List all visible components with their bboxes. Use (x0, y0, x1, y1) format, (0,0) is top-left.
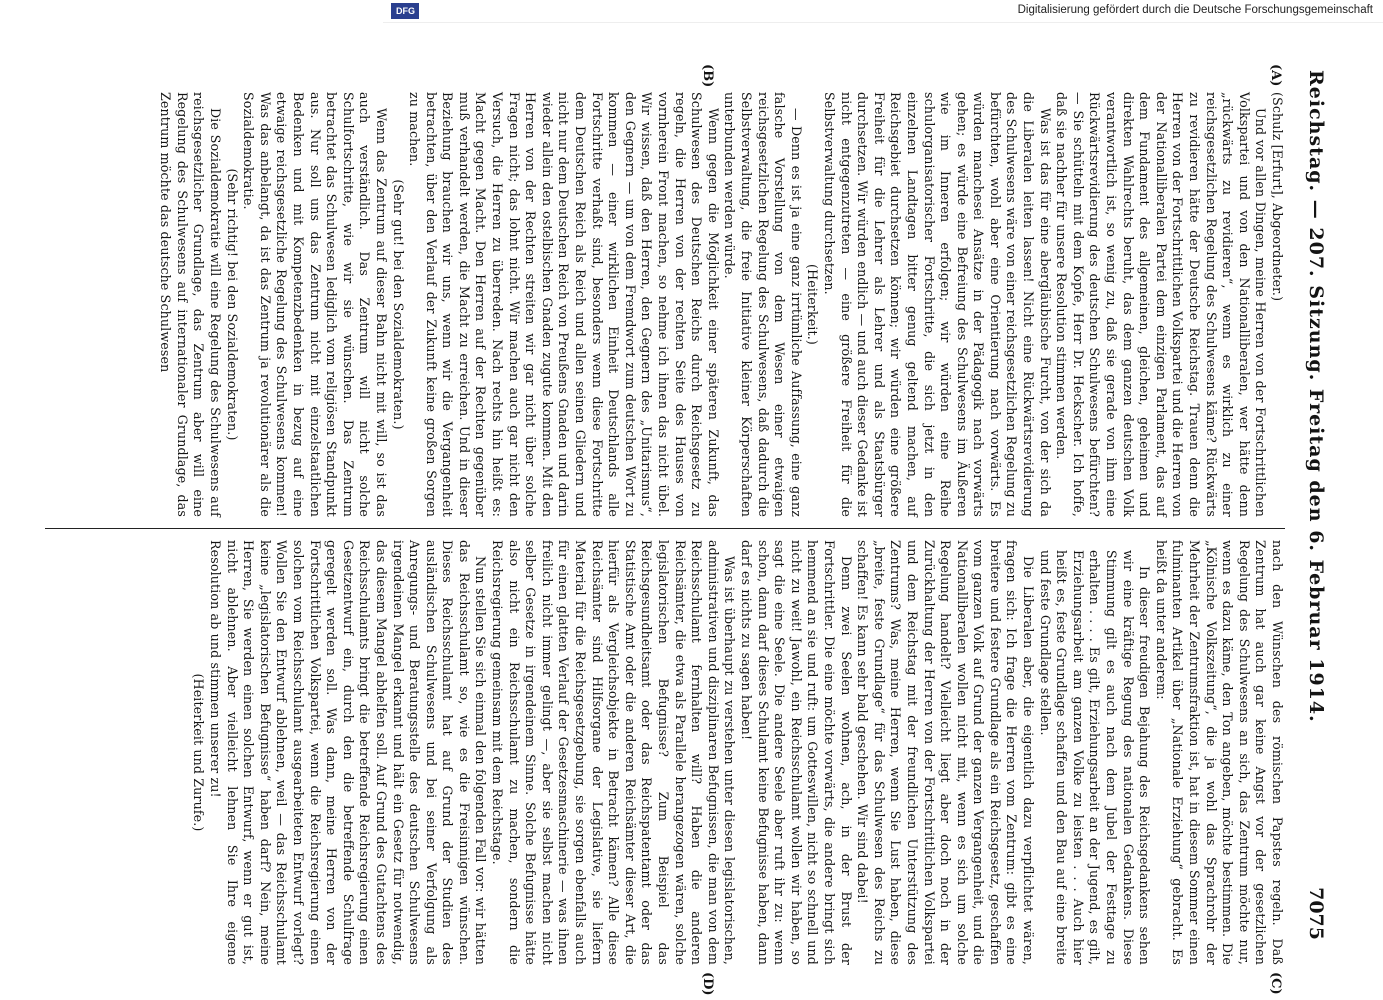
interjection: (Heiterkeit.) (805, 264, 821, 345)
margin-mark-b: (B) (700, 64, 715, 88)
margin-mark-a: (A) (1268, 64, 1283, 87)
page-number: 7075 (1305, 887, 1327, 940)
paragraph: Die Liberalen aber, die eigentlich dazu verpflichtet wären, fragen sich: Ich frage die Herren vom Zentrum: gibt es eine breitere und festere Grundlage als ein Reichsgesetz, geschaffen vom ganzen Volk auf Grund der ganzen Vergangenheit, und die Nationalliberalen wollen nicht mit, wenn es sich um solche Regelung handelt? Vielleicht liegt aber doch noch in der Zurückhaltung der Herren von der Fortschrittlichen Volkspartei und dem Reichstag mit der freundlichen Unterstützung des Zentrums? Was, meine Herren, wenn Sie Lust haben, diese „breite, feste Grundlage“ für das Schulwesen des Reichs zu schaffen! Es kann sehr bald geschehen. Wir sind dabei! (855, 540, 1037, 965)
paragraph: nach den Wünschen des römischen Papstes regeln. Daß Zentrum hat auch gar keine Angst vor der gesetzlichen Regelung des Schulwesens an sich, das Zentrum möchte nur, wenn es dazu käme, den Ton angeben, möchte bestimmen. Die „Kölnische Volkszeitung“, die ja wohl das Sprachrohr der Mehrheit der Zentrumsfraktion ist, hat in diesem Sommer einen fulminanten Artikel über „Nationale Erziehung“ gebracht. Es heißt da unter anderem: (1153, 540, 1285, 965)
margin-mark-d: (D) (700, 972, 715, 996)
page-header (1297, 60, 1337, 940)
paragraph: Wenn das Zentrum auf dieser Bahn nicht mit will, so ist das auch verständlich. Das Zentrum will nicht solche Schulfortschritte, wie wir sie wünschen. Das Zentrum betrachtet das Schulwesen lediglich vom religiösen Standpunkt aus. Nur soll uns das Zentrum nicht mit einzelstaatlichen Bedenken und mit Kompetenzbedenken in bezug auf eine etwaige reichsgesetzliche Regelung des Schulwesens kommen! Was das anbelangt, da ist das Zentrum ja revolutionärer als die Sozialdemokratie. (241, 92, 389, 517)
dfg-logo: DFG (391, 3, 419, 19)
quotation: In dieser freudigen Bejahung des Reichsgedankens sehen wir eine kräftige Regung des nationalen Gedankens. Diese Stimmung gilt es auch nach dem Jubel der Festtage zu erhalten . . . . Es gilt, Erziehungsarbeit an der Jugend, es gilt, Erziehungsarbeit am ganzen Volke zu leisten . . . Auch hier heißt es, feste Grundlage schaffen und den Bau auf eine breite und feste Grundlage stellen. (1037, 550, 1153, 965)
left-column (157, 92, 1285, 517)
paragraph: Was ist überhaupt zu verstehen unter diesen legislatorischen, administrativen und disziplinaren Befugnissen, die man von dem Reichsschulamt fernhalten will? Haben die anderen Reichsämter, die etwa als Parallele herangezogen wären, solche legislatorischen Befugnisse? Zum Beispiel das Reichsgesundheitsamt oder das Reichspatentamt oder das Statistische Amt oder die anderen Reichsämter dieser Art, die hierfür als Vergleichsobjekte in Betracht kämen? Alle diese Reichsämter sind Hilfsorgane der Legislative, sie liefern Material für die Reichsgesetzgebung, sie sorgen ebenfalls auch für einen glatten Verlauf der Gesetzesmaschinerie — was ihnen freilich nicht immer gelingt —, aber sie selbst machen nicht selber Gesetze in irgendeinem Sinne. Solche Befugnisse hätte also nicht ein Reichsschulamt zu machen, sondern die Reichsregierung gemeinsam mit dem Reichstage. (490, 540, 738, 965)
running-title: Reichstag. — 207. Sitzung. Freitag den 6. Februar 1914. (1305, 70, 1327, 723)
paragraph: Wenn gegen die Möglichkeit einer späteren Zukunft, das Schulwesen des Deutschen Reichs durch Reichsgesetz zu regeln, die Herren von der rechten Seite des Hauses von vornherein Front machen, so nehme ich ihnen das nicht übel. Wir wissen, daß den Herren, den Gegnern des „Unitarismus“, den Gegnern — um von dem Fremdwort zum deutschen Wort zu kommen — einer wirklichen Einheit Deutschlands alle Fortschritte verhaßt sind, besonders wenn diese Fortschritte dem Deutschen Reich als Reich und allen seinen Gliedern und nicht nur dem Deutschen Reich von Preußens Gnaden und darin wieder allein den ostelbischen Gnaden zugute kommen. Mit den Herren von der Rechten streiten wir gar nicht über solche Fragen nicht; das lohnt nicht. Wir machen auch gar nicht den Versuch, die Herren zu überreden. Nach rechts hin heißt es: Macht gegen Macht. Den Herren auf der Rechten gegenüber muß verhandelt werden, die Macht zu erreichen. Und in dieser Beziehung brauchen wir uns, wenn wir die Vergangenheit betrachten, über den Verlauf der Zukunft keine großen Sorgen zu machen. (407, 92, 721, 517)
paragraph: Denn zwei Seelen wohnen, ach, in der Brust der Fortschrittler. Die eine möchte vorwärts, die andere bringt sich hemmend an sie und ruft: um Gotteswillen, nicht so schnell und nicht zu weit! Jawohl, ein Reichsschulamt wollen wir haben, so sagt die eine Seele. Die andere Seele aber ruft ihr zu: wenn schon, dann darf dieses Schulamt keine Befugnisse haben, dann darf es nichts zu sagen haben! (739, 540, 854, 965)
column-separator (45, 528, 1285, 529)
interjection: (Heiterkeit und Zurufe.) (191, 673, 207, 832)
right-column (190, 540, 1285, 965)
interjection: (Sehr richtig! bei den Sozialdemokraten.) (224, 168, 240, 441)
interjection: (Sehr gut! bei den Sozialdemokraten.) (390, 179, 406, 430)
digitization-credit: Digitalisierung gefördert durch die Deutsche Forschungsgemeinschaft (1017, 4, 1373, 16)
paragraph: Und vor allen Dingen, meine Herren von der Fortschrittlichen Volkspartei und von den Nationalliberalen, wer hätte denn „rückwärts zu revidieren“, wenn es wirklich zu einer reichsgesetzlichen Regelung des Schulwesens käme? Rückwärts zu revidieren hätte der Deutsche Reichstag. Trauen denn die Herren von der Fortschrittlichen Volkspartei und die Herren von der Nationalliberalen Partei dem einzigen Parlament, das auf dem Fundament des allgemeinen, gleichen, geheimen und direkten Wahlrechts beruht, das dem ganzen deutschen Volk verantwortlich ist, so wenig zu, daß sie gerade von ihm eine Rückwärtsrevidierung des deutschen Schulwesens befürchten? — Sie schütteln mit dem Kopfe, Herr Dr. Heckscher. Ich hoffe, daß sie nachher für unsere Resolution stimmen werden. (1054, 92, 1269, 517)
margin-mark-c: (C) (1268, 972, 1283, 995)
paragraph: Die Sozialdemokratie will eine Regelung des Schulwesens auf reichsgesetzlicher Grundlage, das Zentrum aber will eine Regelung des Schulwesens auf internationaler Grundlage, das Zentrum möchte das deutsche Schulwesen (158, 92, 223, 517)
speaker-line: (Schulz [Erfurt], Abgeordneter.) (1270, 92, 1285, 302)
digitization-credit-bar (383, 0, 1383, 23)
paragraph: — Denn es ist ja eine ganz irrtümliche Auffassung, eine ganz falsche Vorstellung von dem Wesen einer etwaigen reichsgesetzlichen Regelung des Schulwesens, daß dadurch die Selbstverwaltung, die freie Initiative kleiner Körperschaften unterbunden werden würde. (722, 92, 804, 517)
paragraph: Nun stellen Sie sich einmal den folgenden Fall vor: wir hätten das Reichsschulamt so, wie es die Freisinnigen wünschen. Dieses Reichsschulamt hat auf Grund der Studien des ausländischen Schulwesens und bei seiner Verfolgung als Anregungs- und Beratungsstelle des deutschen Schulwesens irgendeinen Mangel erkannt und hält ein Gesetz für notwendig, das diesem Mangel abhelfen soll. Auf Grund des Gutachtens des Reichsschulamts bringt die betreffende Reichsregierung einen Gesetzentwurf ein, durch den die betreffende Schulfrage geregelt werden soll. Was dann, meine Herren von der Fortschrittlichen Volkspartei, wenn die Reichsregierung einen solchen vom Reichsschulamt ausgearbeiteten Entwurf vorlegt? Wollen Sie den Entwurf ablehnen, weil — das Reichsschulamt keine „legislatorischen Befugnisse“ haben darf? Nein, meine Herren, Sie werden einen solchen Entwurf, wenn er gut ist, nicht ablehnen. Aber vielleicht lehnen Sie Ihre eigene Resolution ab und stimmen unserer zu! (208, 540, 489, 965)
paragraph: Was ist das für eine abergläubische Furcht, von der sich da die Liberalen leiten lassen! Nicht eine Rückwärtsrevidierung des Schulwesens wäre von einer reichsgesetzlichen Regelung zu befürchten, wohl aber eine Orientierung nach vorwärts. Es würden manchesei Ansätze in der Pädagogik nach vorwärts gehen; es würde eine Befreiung des Schulwesens im Äußeren wie im Inneren erfolgen; wir würden eine Reihe schulorganisatorischer Fortschritte, die sich jetzt in den einzelnen Landtagen bitter genug geltend machen, auf Reichsgebiet durchsetzen können; wir würden eine größere Freiheit für die Lehrer als Lehrer und als Staatsbürger durchsetzen. Wir würden endlich — und auch dieser Gedanke ist nicht entgegenzutreten — eine größere Freiheit für die Selbstverwaltung durchsetzen. (821, 92, 1053, 517)
